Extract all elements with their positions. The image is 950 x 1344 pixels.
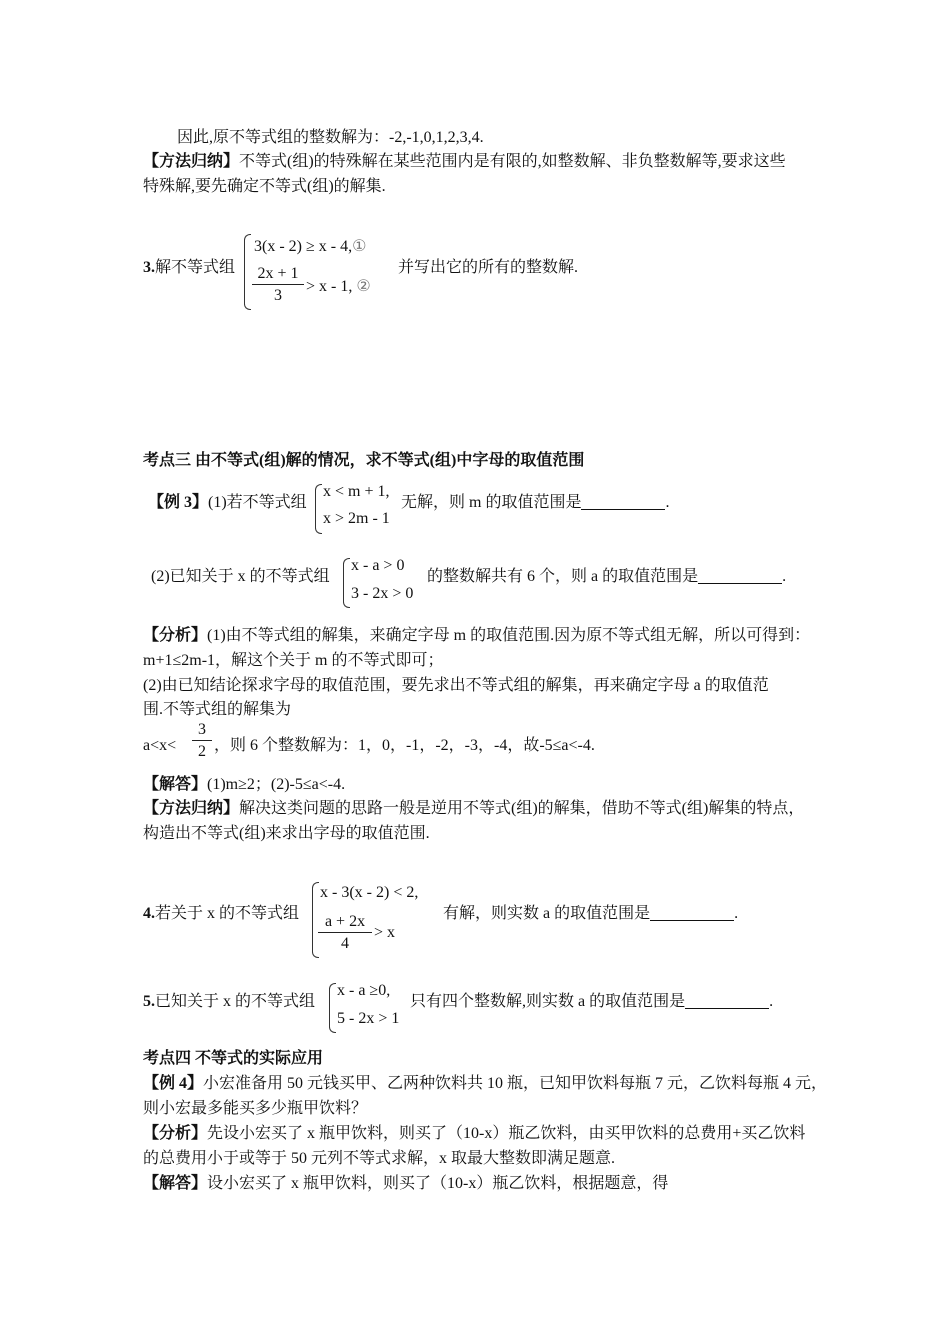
analysis-1: 【分析】(1)由不等式组的解集，来确定字母 m 的取值范围.因为原不等式组无解，所以可得到： (143, 627, 811, 644)
analysis-4: 围.不等式组的解集为 (143, 701, 292, 718)
circle-1-mark: ① (352, 238, 367, 255)
left-brace (244, 234, 251, 310)
method-text: 不等式(组)的特殊解在某些范围内是有限的,如整数解、非负整数解等,要求这些 (239, 153, 786, 170)
answer-tag: 【解答】 (143, 776, 208, 793)
question-5-tail: 只有四个整数解,则实数 a 的取值范围是 . (410, 990, 773, 1014)
q4-row-2-tail: > x (374, 924, 396, 941)
example-tag: 【例 4】 (143, 1075, 204, 1092)
section-title-3: 考点三 由不等式(组)解的情况，求不等式(组)中字母的取值范围 (143, 452, 585, 469)
q3-row-1: 3(x - 2) ≥ x - 4,① (254, 238, 367, 255)
ex3-1-row-2: x > 2m - 1 (323, 510, 390, 527)
question-3-label (143, 256, 235, 280)
example-4-line-1: 【例 4】小宏准备用 50 元钱买甲、乙两种饮料共 10 瓶，已知甲饮料每瓶 7 元，乙饮料每瓶 4 元， (143, 1075, 828, 1092)
q5-inequality-system (329, 982, 419, 1034)
example-3-part-1: 【例 3】(1)若不等式组 (148, 494, 307, 511)
example-tag: 【例 3】 (148, 494, 209, 511)
question-5-label: 5.已知关于 x 的不等式组 (143, 993, 316, 1010)
q3-row-2-tail: > x - 1, ② (306, 278, 371, 295)
question-text: 解不等式组 (155, 259, 236, 276)
left-brace (343, 558, 350, 608)
analysis-4-line-2: 的总费用小于或等于 50 元列不等式求解，x 取最大整数即满足题意. (143, 1150, 616, 1167)
circle-2-mark: ② (356, 278, 371, 295)
answer-line: 【解答】(1)m≥2；(2)-5≤a<-4. (143, 776, 346, 793)
method-summary-1 (143, 150, 786, 174)
answer-4-line: 【解答】设小宏买了 x 瓶甲饮料，则买了（10-x）瓶乙饮料，根据题意，得 (143, 1175, 669, 1192)
section-title-4: 考点四 不等式的实际应用 (143, 1050, 324, 1067)
q5-row-2: 5 - 2x > 1 (337, 1010, 400, 1027)
method-tag: 【方法归纳】 (143, 153, 240, 170)
fraction-three-halves: $\frac{3}{2}$ (192, 720, 212, 763)
q4-row-1: x - 3(x - 2) < 2, (320, 884, 419, 901)
question-number: 4. (143, 905, 155, 922)
ex3-2-row-2: 3 - 2x > 0 (351, 585, 414, 602)
q5-row-1: x - a ≥0, (337, 982, 391, 999)
q4-inequality-system (312, 880, 442, 960)
solution-conclusion: 因此,原不等式组的整数解为：-2,-1,0,1,2,3,4. (177, 129, 484, 146)
ex3-2-system (343, 557, 433, 609)
example-3-part-1-tail: 无解，则 m 的取值范围是 . (401, 491, 669, 515)
answer-blank[interactable] (685, 990, 769, 1009)
left-brace (315, 484, 322, 534)
method-summary-2: 【方法归纳】解决这类问题的思路一般是逆用不等式(组)的解集，借助不等式(组)解集的特点， (143, 800, 805, 817)
q3-fraction: $\frac{2x + 1}{3}$ (252, 264, 304, 307)
question-4-tail: 有解，则实数 a 的取值范围是 . (443, 902, 738, 926)
example-3-part-2-tail: 的整数解共有 6 个，则 a 的取值范围是 . (427, 565, 786, 589)
analysis-2: m+1≤2m-1，解这个关于 m 的不等式即可； (143, 652, 444, 669)
method-summary-2-cont: 构造出不等式(组)来求出字母的取值范围. (143, 825, 430, 842)
question-4-label: 4.若关于 x 的不等式组 (143, 905, 300, 922)
question-number: 5. (143, 993, 155, 1010)
example-4-line-2: 则小宏最多能买多少瓶甲饮料？ (143, 1100, 368, 1117)
question-number: 3. (143, 259, 155, 276)
analysis-4-line-1: 【分析】先设小宏买了 x 瓶甲饮料，则买了（10-x）瓶乙饮料，由买甲饮料的总费用+买乙饮料 (143, 1125, 806, 1142)
method-summary-1-cont: 特殊解,要先确定不等式(组)的解集. (143, 178, 386, 195)
q3-inequality-system (244, 232, 394, 312)
question-3-tail: 并写出它的所有的整数解. (398, 259, 579, 276)
ex3-1-row-1: x < m + 1, (323, 483, 390, 500)
analysis-5-pre: a<x< (143, 737, 177, 754)
answer-blank[interactable] (581, 491, 665, 510)
answer-blank[interactable] (698, 565, 782, 584)
method-tag: 【方法归纳】 (143, 800, 240, 817)
analysis-tag: 【分析】 (143, 1125, 208, 1142)
example-3-part-2: (2)已知关于 x 的不等式组 (151, 568, 330, 585)
analysis-tag: 【分析】 (143, 627, 208, 644)
analysis-5-post: ，则 6 个整数解为：1，0，-1，-2，-3，-4，故-5≤a<-4. (214, 737, 595, 754)
left-brace (329, 983, 336, 1033)
q4-fraction: $\frac{a + 2x}{4}$ (318, 912, 372, 955)
answer-blank[interactable] (650, 902, 734, 921)
ex3-2-row-1: x - a > 0 (351, 557, 405, 574)
answer-tag: 【解答】 (143, 1175, 208, 1192)
ex3-1-system (315, 483, 405, 535)
analysis-3: (2)由已知结论探求字母的取值范围，要先求出不等式组的解集，再来确定字母 a 的取值范 (143, 677, 769, 694)
